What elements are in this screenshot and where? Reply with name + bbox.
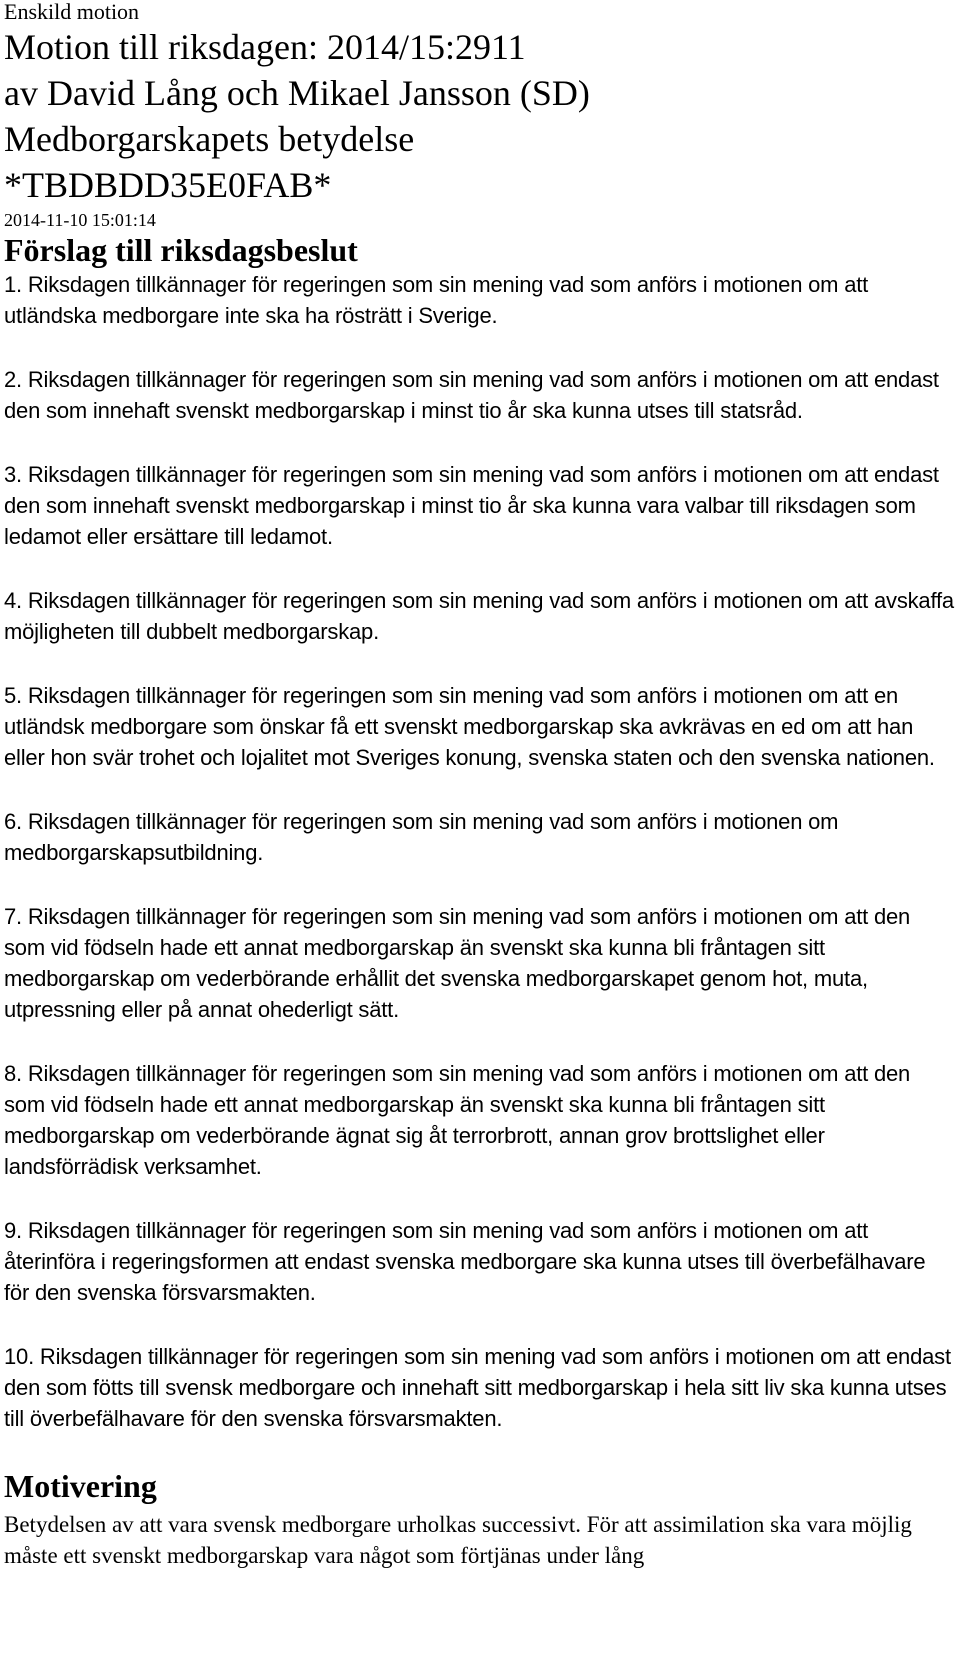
document-timestamp: 2014-11-10 15:01:14: [4, 210, 156, 230]
proposal-item: 10. Riksdagen tillkännager för regeringen som sin mening vad som anförs i motionen om att endast den som fötts till svensk medborgare och innehaft sitt medborgarskap i hela sitt liv ska kunna utses till överbefälhavare för den svenska försvarsmakten.: [4, 1344, 951, 1431]
document-code: *TBDBDD35E0FAB*: [4, 165, 332, 205]
proposal-item: 9. Riksdagen tillkännager för regeringen som sin mening vad som anförs i motionen om att återinföra i regeringsformen att endast svenska medborgare ska kunna utses till överbefälhavare för den svenska försvarsmakten.: [4, 1218, 926, 1305]
proposal-item: 6. Riksdagen tillkännager för regeringen som sin mening vad som anförs i motionen om medborgarskapsutbildning.: [4, 809, 839, 865]
proposal-item: 3. Riksdagen tillkännager för regeringen som sin mening vad som anförs i motionen om att endast den som innehaft svenskt medborgarskap i minst tio år ska kunna vara valbar till riksdagen som ledamot eller ersättare till ledamot.: [4, 462, 939, 549]
proposal-item: 7. Riksdagen tillkännager för regeringen som sin mening vad som anförs i motionen om att den som vid födseln hade ett annat medborgarskap än svenskt ska kunna bli fråntagen sitt medborgarskap om vederbörande erhållit det svenska medborgarskapet genom hot, muta, utpressning eller på annat ohederligt sätt.: [4, 904, 911, 1022]
motivering-section: [4, 1467, 954, 1571]
proposal-item: 1. Riksdagen tillkännager för regeringen som sin mening vad som anförs i motionen om att utländska medborgare inte ska ha rösträtt i Sverige.: [4, 272, 869, 328]
motion-authors: av David Lång och Mikael Jansson (SD): [4, 73, 590, 113]
proposal-item: 2. Riksdagen tillkännager för regeringen som sin mening vad som anförs i motionen om att endast den som innehaft svenskt medborgarskap i minst tio år ska kunna utses till statsråd.: [4, 367, 939, 423]
proposal-item: 5. Riksdagen tillkännager för regeringen som sin mening vad som anförs i motionen om att en utländsk medborgare som önskar få ett svenskt medborgarskap ska avkrävas en ed om att han eller hon svär trohet och lojalitet mot Sveriges konung, svenska staten och den svenska nationen.: [4, 683, 935, 770]
motivering-heading: Motivering: [4, 1468, 157, 1504]
motivering-body: Betydelsen av att vara svensk medborgare urholkas successivt. För att assimilation ska vara möjlig måste ett svenskt medborgarskap vara något som förtjänas under lång: [4, 1512, 912, 1568]
document-type: Enskild motion: [4, 0, 140, 24]
proposals-heading: Förslag till riksdagsbeslut: [4, 232, 358, 268]
motion-title: Motion till riksdagen: 2014/15:2911: [4, 27, 526, 67]
proposals-list: [4, 269, 954, 1434]
proposal-item: 4. Riksdagen tillkännager för regeringen som sin mening vad som anförs i motionen om att avskaffa möjligheten till dubbelt medborgarskap.: [4, 588, 954, 644]
motion-subject: Medborgarskapets betydelse: [4, 119, 415, 159]
proposal-item: 8. Riksdagen tillkännager för regeringen som sin mening vad som anförs i motionen om att den som vid födseln hade ett annat medborgarskap än svenskt ska kunna bli fråntagen sitt medborgarskap om vederbörande ägnat sig åt terrorbrott, annan grov brottslighet eller landsförrädisk verksamhet.: [4, 1061, 911, 1179]
